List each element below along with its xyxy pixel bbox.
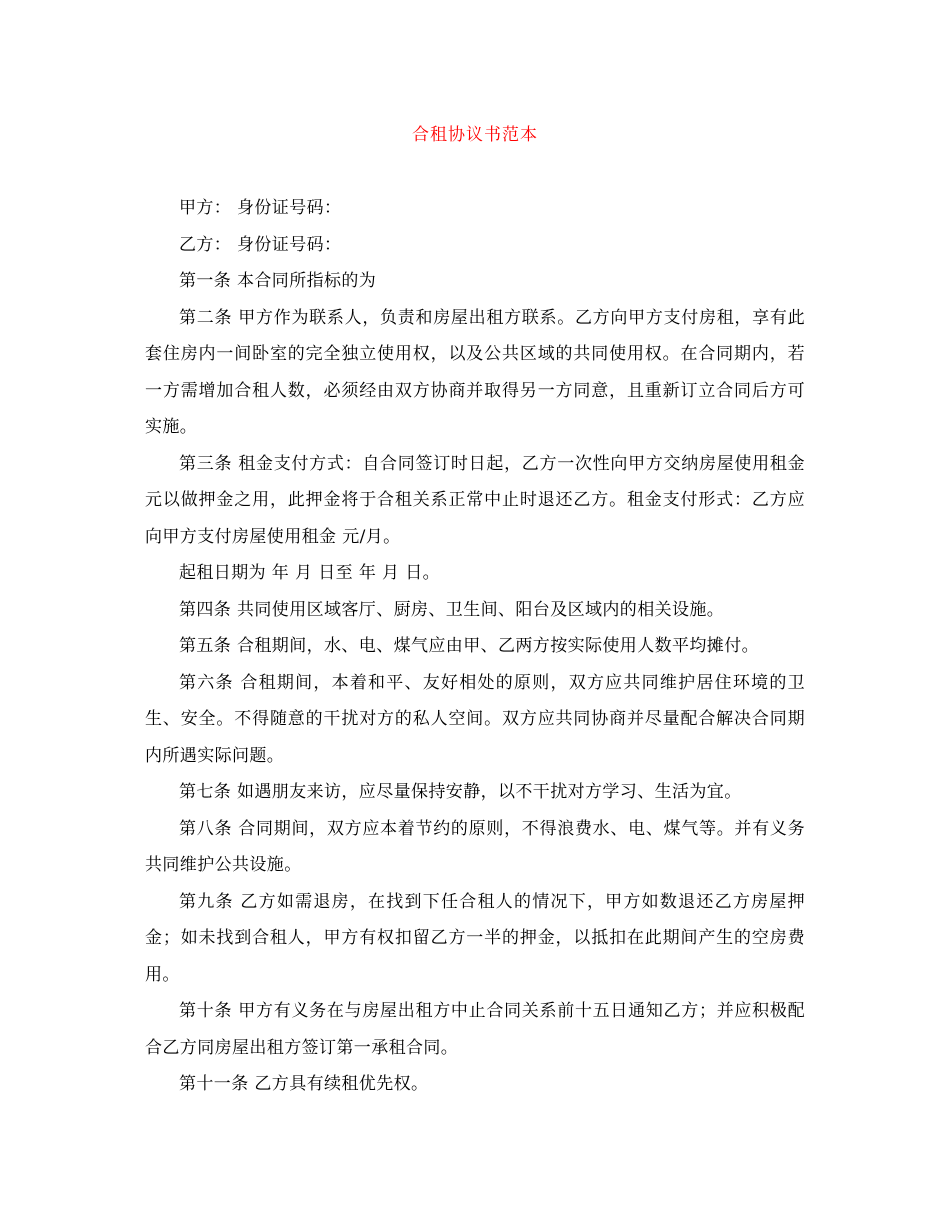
document-title: 合租协议书范本 [412,125,538,145]
lease-period-line: 起租日期为 年 月 日至 年 月 日。 [179,563,441,583]
party-b-line: 乙方： 身份证号码： [179,234,342,255]
article-1: 第一条 本合同所指标的为 [179,271,377,291]
article-2: 第二条 甲方作为联系人，负责和房屋出租方联系。乙方向甲方支付房租，享有此套住房内一间卧室的完全独立使用权，以及公共区域的共同使用权。在合同期内，若一方需增加合租人数，必须经由双方协商并取得另一方同意，且重新订立合同后方可实施。 [145,307,805,437]
document-body [145,190,805,1103]
article-10: 第十条 甲方有义务在与房屋出租方中止合同关系前十五日通知乙方；并应积极配合乙方同房屋出租方签订第一承租合同。 [145,1001,805,1058]
party-a-line: 甲方： 身份证号码： [179,198,342,218]
article-8: 第八条 合同期间，双方应本着节约的原则，不得浪费水、电、煤气等。并有义务共同维护公共设施。 [145,818,805,875]
article-6: 第六条 合租期间，本着和平、友好相处的原则，双方应共同维护居住环境的卫生、安全。不得随意的干扰对方的私人空间。双方应共同协商并尽量配合解决合同期内所遇实际问题。 [145,672,805,766]
article-5: 第五条 合租期间，水、电、煤气应由甲、乙两方按实际使用人数平均摊付。 [179,636,760,656]
article-4: 第四条 共同使用区域客厅、厨房、卫生间、阳台及区域内的相关设施。 [179,599,725,620]
article-9: 第九条 乙方如需退房，在找到下任合租人的情况下，甲方如数退还乙方房屋押金；如未找到合租人，甲方有权扣留乙方一半的押金，以抵扣在此期间产生的空房费用。 [145,891,805,985]
article-7: 第七条 如遇朋友来访，应尽量保持安静，以不干扰对方学习、生活为宜。 [179,782,742,802]
article-11: 第十一条 乙方具有续租优先权。 [179,1074,429,1094]
article-3: 第三条 租金支付方式：自合同签订时日起，乙方一次性向甲方交纳房屋使用租金 元以做押金之用，此押金将于合租关系正常中止时退还乙方。租金支付形式：乙方应向甲方支付房屋使用租金 元/月。 [145,453,805,547]
